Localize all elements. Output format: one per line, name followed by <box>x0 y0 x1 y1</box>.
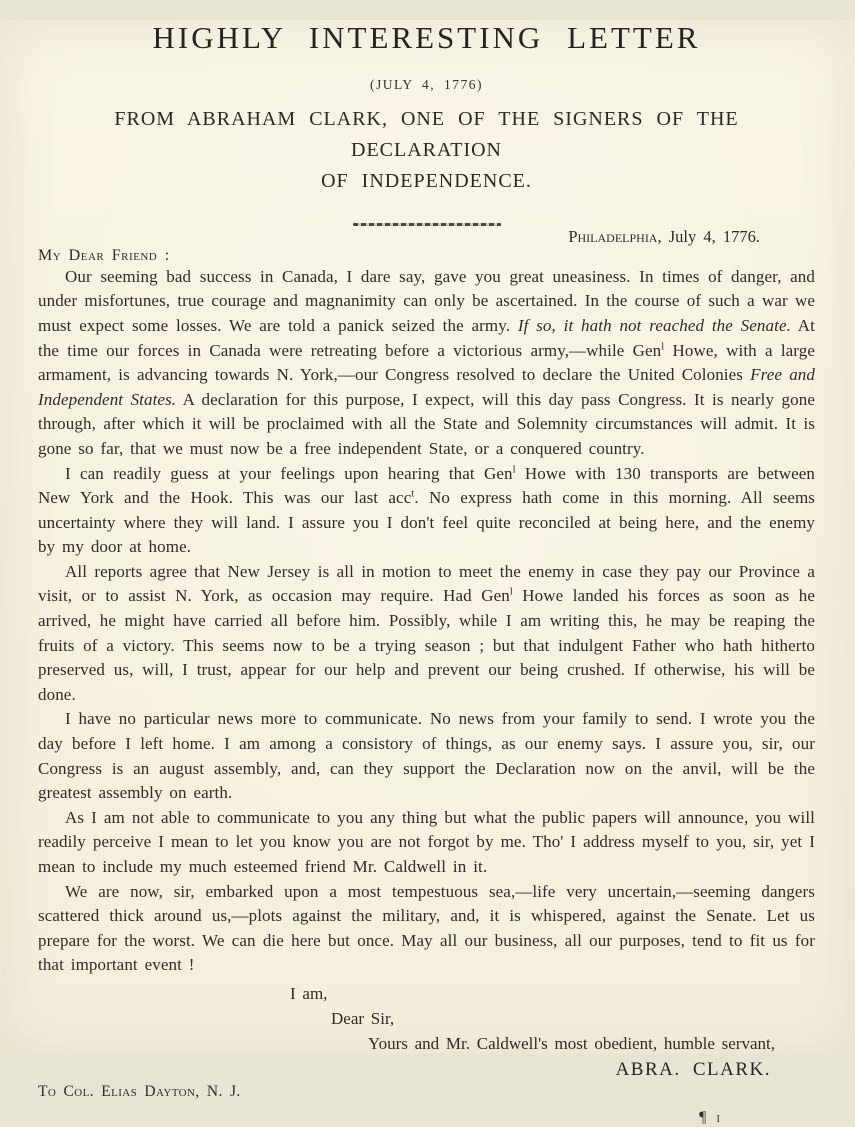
dateline-place: Philadelphia, <box>568 226 662 246</box>
closing-line-3: Yours and Mr. Caldwell's most obedient, humble servant, <box>368 1033 775 1053</box>
footer-row <box>38 1082 815 1126</box>
letter-paragraph: We are now, sir, embarked upon a most tempestuous sea,—life very uncertain,—seeming dangers scattered thick around us,—plots against the military, and, it is whispered, against the Senate. Let us prepare for the worst. We can die here but once. May all our business, all our purposes, tend to fit us for that important event ! <box>38 881 815 975</box>
page-content <box>0 20 855 1126</box>
folio-mark: ¶ i <box>699 1108 720 1126</box>
letter-paragraph: As I am not able to communicate to you any thing but what the public papers will announce, you will readily perceive I mean to let you know you are not forgot by me. Tho' I address myself to you, sir, yet I mean to include my much esteemed friend Mr. Caldwell in it. <box>38 807 815 877</box>
scanned-letter-page <box>0 20 855 1126</box>
subtitle-line-1: FROM ABRAHAM CLARK, ONE OF THE SIGNERS OF THE DECLARATION <box>114 107 739 161</box>
letter-paragraph: I can readily guess at your feelings upon hearing that Gen$^l$ Howe with 130 transports are between New York and the Hook. This was our last acc$^t$. No express hath come in this morning. All seems uncertainty where they will land. I assure you I don't feel quite reconciled at being here, and the enemy by my door at home. <box>38 463 815 557</box>
closing-line-1: I am, <box>290 983 328 1003</box>
header-date: (JULY 4, 1776) <box>369 76 483 92</box>
letter-body <box>38 265 815 978</box>
addressee: To Col. Elias Dayton, N. J. <box>38 1082 241 1100</box>
dateline-date: July 4, 1776. <box>661 226 760 246</box>
subtitle-line-2: OF INDEPENDENCE. <box>321 169 532 192</box>
signature: ABRA. CLARK. <box>615 1058 771 1080</box>
letter-paragraph: Our seeming bad success in Canada, I dare say, gave you great uneasiness. In times of danger, and under misfortunes, true courage and magnanimity can only be ascertained. In the course of such a war we must expect some losses. We are told a panick seized the army. If so, it hath not reached the Senate. At the time our forces in Canada were retreating before a victorious army,—while Gen$^l$ Howe, with a large armament, is advancing towards N. York,—our Congress resolved to declare the United Colonies Free and Independent States. A declaration for this purpose, I expect, will this day pass Congress. It is nearly gone through, after which it will be proclaimed with all the State and Solemnity circumstances will admit. It is gone so far, that we must now be a free independent State, or a conquered country. <box>38 266 816 458</box>
letter-paragraph: I have no particular news more to communicate. No news from your family to send. I wrote you the day before I left home. I am among a consistory of things, as our enemy says. I assure you, sir, our Congress is an august assembly, and, can they support the Declaration now on the anvil, will be the greatest assembly on earth. <box>38 709 815 803</box>
dateline <box>38 227 815 247</box>
ornamental-divider <box>353 223 501 226</box>
page-subtitle <box>38 104 815 197</box>
letter-paragraph: All reports agree that New Jersey is all in motion to meet the enemy in case they pay our Province a visit, or to assist N. York, as occasion may require. Had Gen$^l$ Howe landed his forces as soon as he arrived, he might have carried all before him. Possibly, while I am writing this, he may be reaping the fruits of a victory. This seems now to be a trying season ; but that indulgent Father who hath hitherto preserved us, will, I trust, appear for our help and prevent our being crushed. If otherwise, his will be done. <box>38 561 815 704</box>
closing-line-2: Dear Sir, <box>331 1008 395 1028</box>
salutation: My Dear Friend : <box>38 246 170 264</box>
page-title: HIGHLY INTERESTING LETTER <box>152 20 701 55</box>
